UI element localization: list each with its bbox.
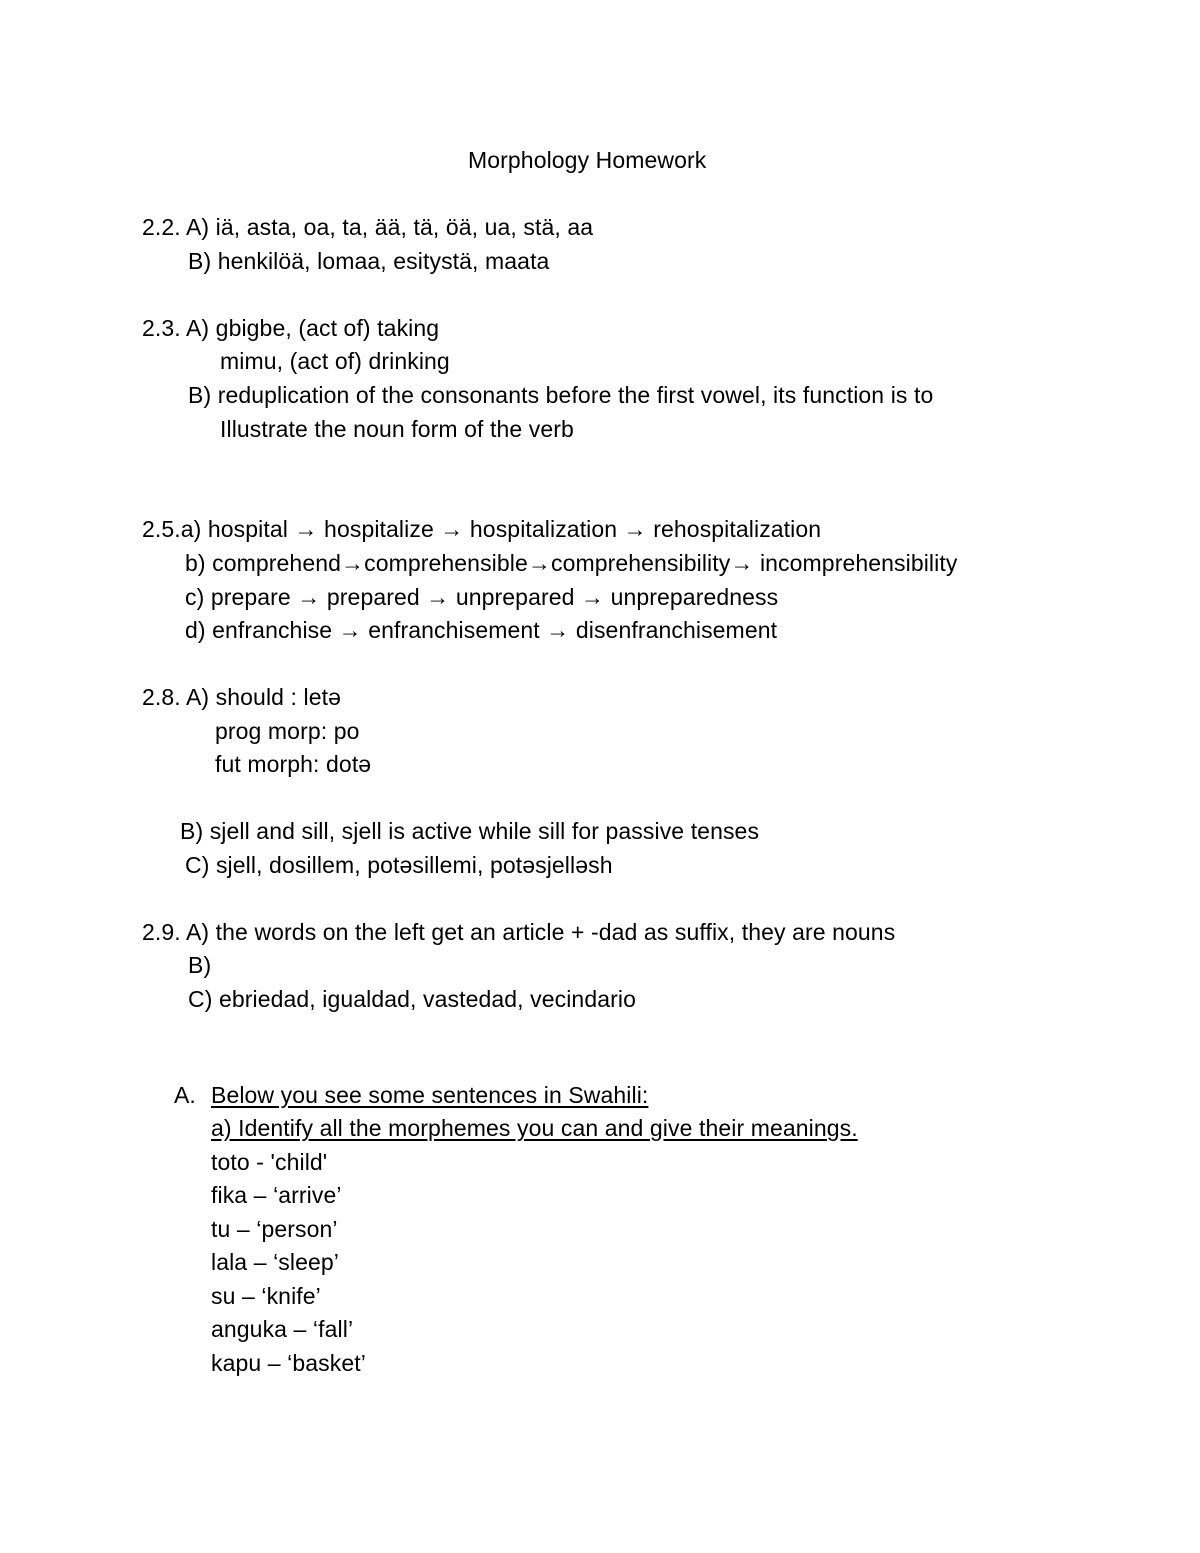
list-item: kapu – ‘basket’: [211, 1350, 366, 1376]
q2-9-b: B): [188, 952, 212, 978]
q2-3-a1: 2.3. A) gbigbe, (act of) taking: [142, 315, 440, 341]
list-item: fika – ‘arrive’: [211, 1182, 342, 1208]
list-item: toto - 'child': [211, 1149, 328, 1175]
section-subheading: a) Identify all the morphemes you can and give their meanings.: [211, 1115, 858, 1141]
q2-5-a: 2.5.a) hospital → hospitalize → hospitalization → rehospitalization: [142, 516, 822, 542]
q2-8-a3: fut morph: dotə: [215, 751, 372, 777]
q2-5-c: c) prepare → prepared → unprepared → unpreparedness: [185, 584, 779, 610]
q2-9-a: 2.9. A) the words on the left get an article + -dad as suffix, they are nouns: [142, 919, 896, 945]
q2-8-a2: prog morp: po: [215, 718, 360, 744]
list-marker: A.: [174, 1082, 196, 1108]
q2-3-b2: Illustrate the noun form of the verb: [220, 416, 574, 442]
q2-5-b: b) comprehend→comprehensible→comprehensibility→ incomprehensibility: [185, 550, 958, 576]
q2-3-b1: B) reduplication of the consonants before the first vowel, its function is to: [188, 382, 934, 408]
list-item: tu – ‘person’: [211, 1216, 338, 1242]
list-item: lala – ‘sleep’: [211, 1249, 339, 1275]
q2-2-a: 2.2. A) iä, asta, oa, ta, ää, tä, öä, ua, stä, aa: [142, 214, 594, 240]
list-item: anguka – ‘fall’: [211, 1316, 354, 1342]
page-title: Morphology Homework: [468, 147, 707, 173]
q2-9-c: C) ebriedad, igualdad, vastedad, vecindario: [188, 986, 636, 1012]
q2-8-b: B) sjell and sill, sjell is active while sill for passive tenses: [180, 818, 760, 844]
q2-2-b: B) henkilöä, lomaa, esitystä, maata: [188, 248, 550, 274]
q2-3-a2: mimu, (act of) drinking: [220, 348, 450, 374]
q2-8-a1: 2.8. A) should : letə: [142, 684, 342, 710]
q2-8-c: C) sjell, dosillem, potəsillemi, potəsjelləsh: [185, 852, 613, 878]
q2-5-d: d) enfranchise → enfranchisement → disenfranchisement: [185, 617, 778, 643]
section-heading: Below you see some sentences in Swahili:: [211, 1082, 649, 1108]
list-item: su – ‘knife’: [211, 1283, 321, 1309]
